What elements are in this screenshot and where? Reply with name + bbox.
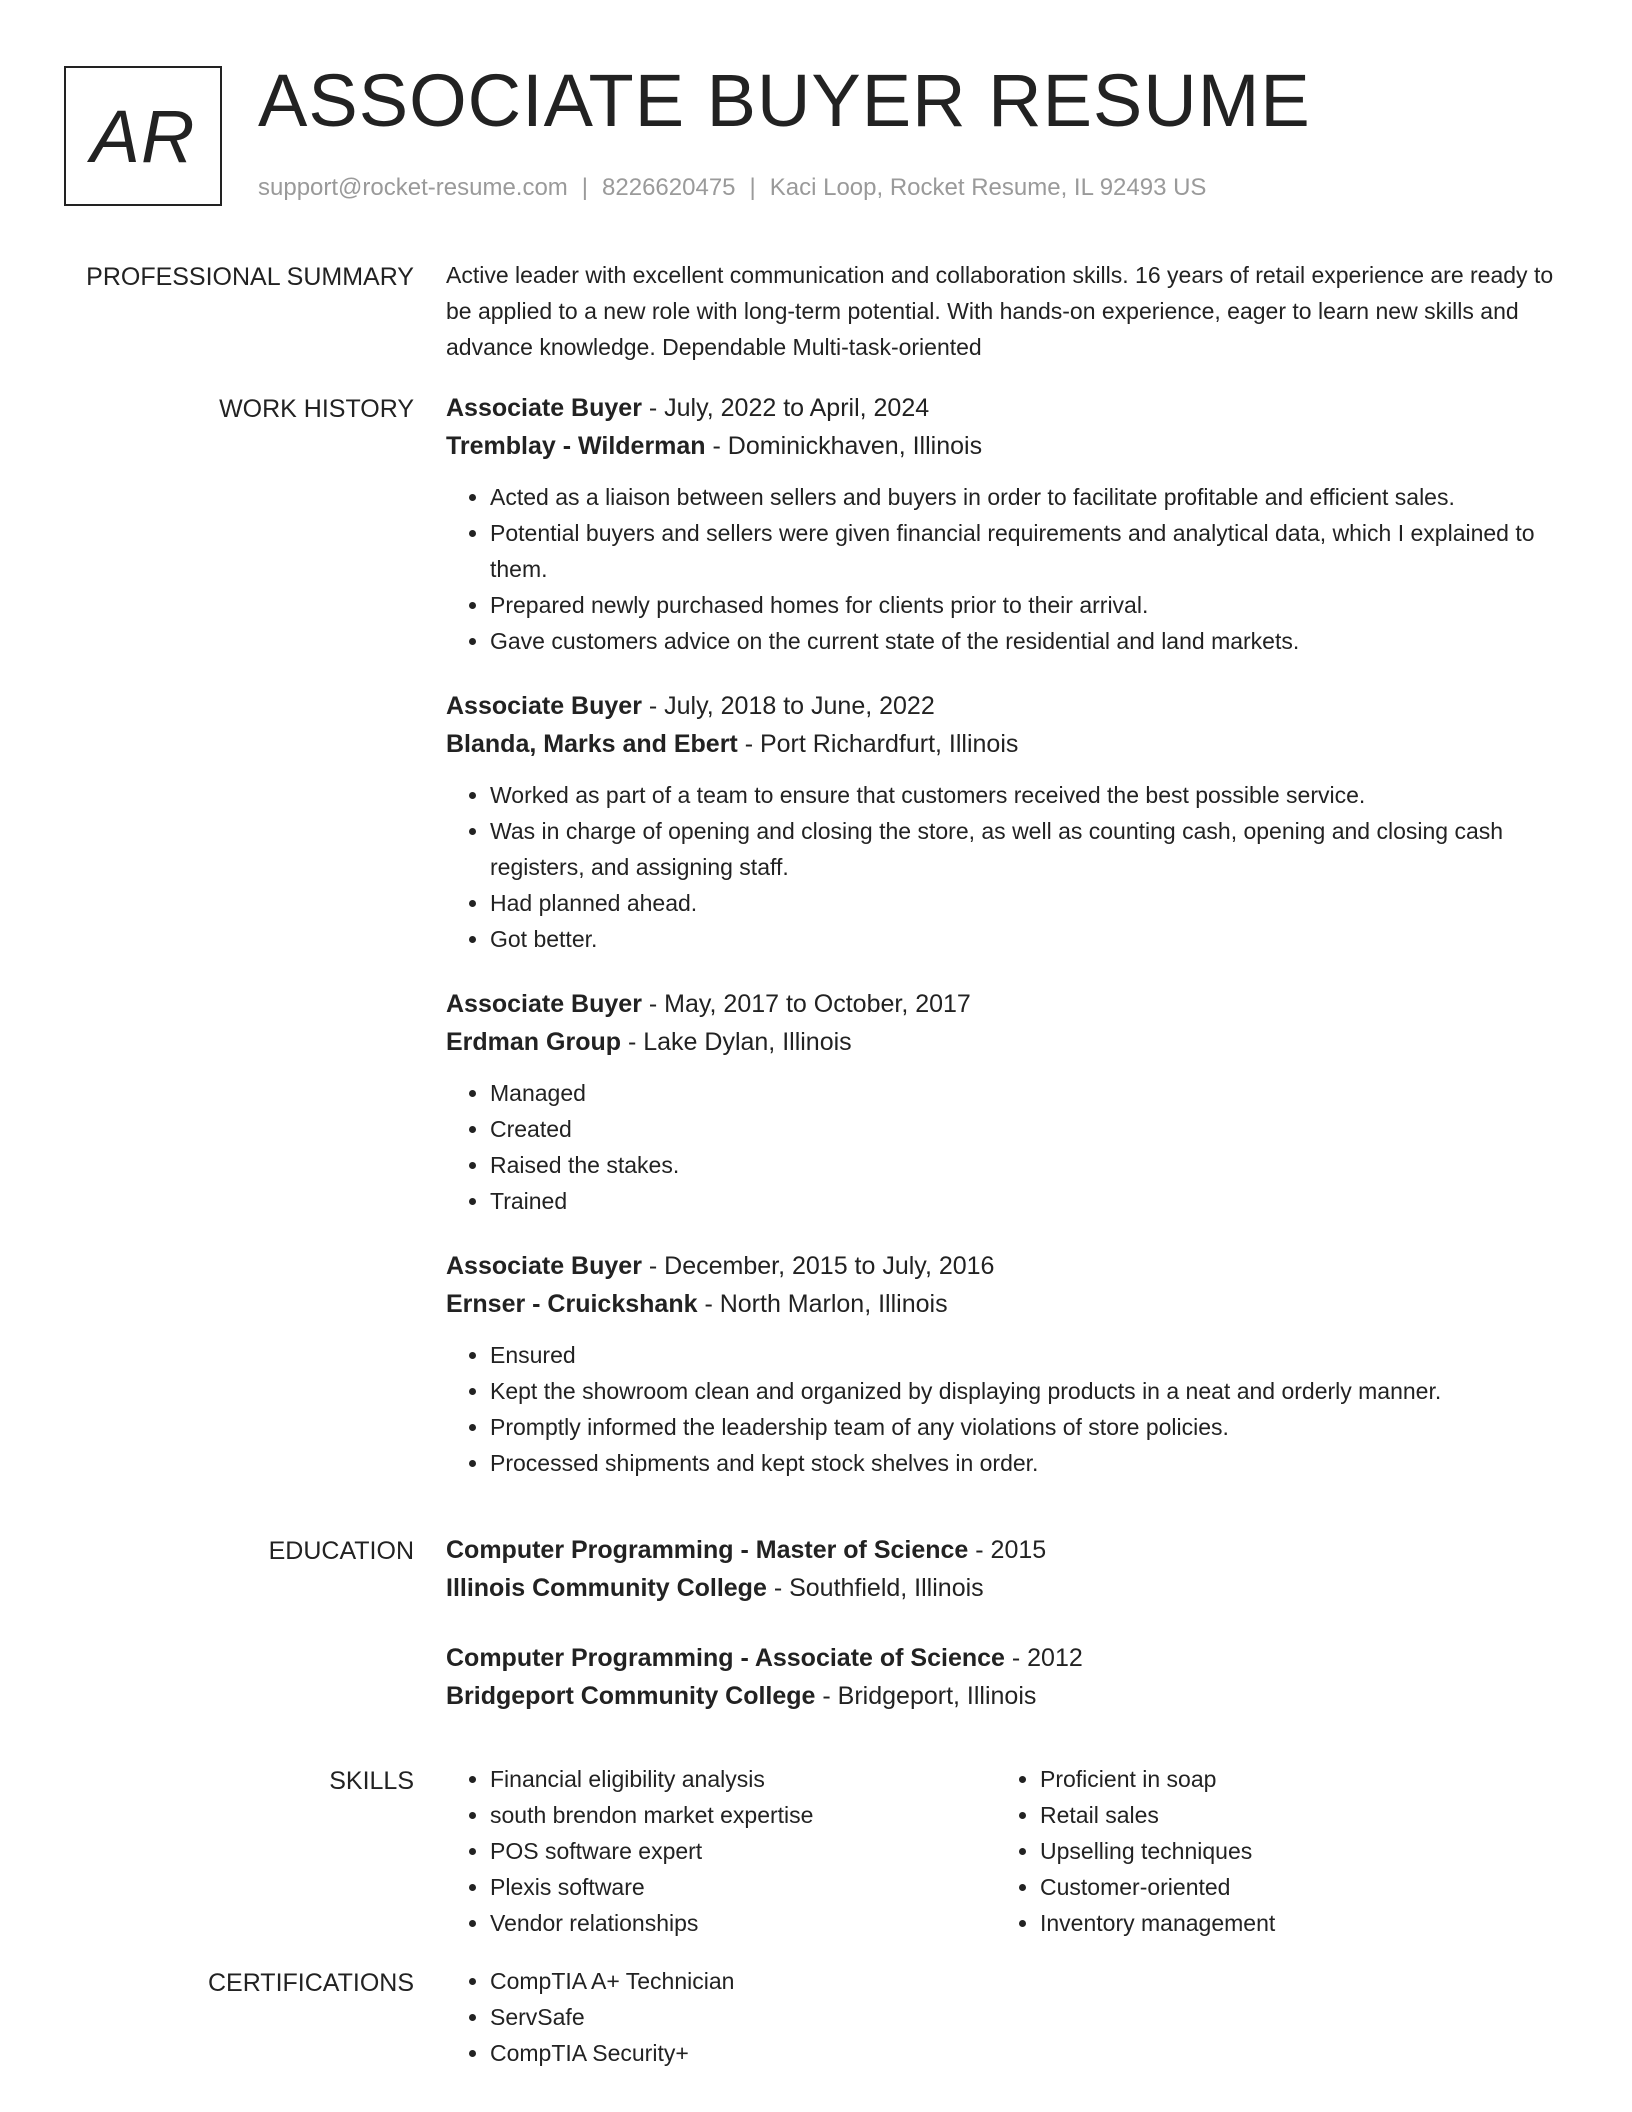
skill-item: • Customer-oriented — [1040, 1869, 1546, 1905]
section-certifications — [0, 1963, 1632, 2071]
education-year: - 2012 — [1004, 1644, 1083, 1672]
job-company-line — [446, 725, 1556, 763]
skill-item: • Financial eligibility analysis — [490, 1761, 996, 1797]
skills-column-right — [996, 1761, 1546, 1941]
job-bullet: • Trained — [490, 1183, 1556, 1219]
job-company: Tremblay - Wilderman — [446, 432, 706, 460]
skill-item: • Vendor relationships — [490, 1905, 996, 1941]
education-entry — [446, 1639, 1556, 1715]
job-location: - North Marlon, Illinois — [697, 1290, 948, 1318]
education-location: - Southfield, Illinois — [766, 1574, 984, 1602]
job-company-line — [446, 1023, 1556, 1061]
job-bullets — [446, 1075, 1556, 1219]
job-entry — [446, 687, 1556, 957]
certification-item: • CompTIA A+ Technician — [490, 1963, 1556, 1999]
skill-item: • Plexis software — [490, 1869, 996, 1905]
certification-item: • ServSafe — [490, 1999, 1556, 2035]
job-title: Associate Buyer — [446, 394, 642, 422]
education-entry — [446, 1531, 1556, 1607]
education-year: - 2015 — [968, 1536, 1047, 1564]
job-company-line — [446, 427, 1556, 465]
job-entry — [446, 1247, 1556, 1481]
jobs-list — [446, 389, 1556, 1509]
job-entry — [446, 389, 1556, 659]
education-school-line — [446, 1677, 1556, 1715]
job-company: Blanda, Marks and Ebert — [446, 730, 738, 758]
skill-item: • Upselling techniques — [1040, 1833, 1546, 1869]
education-school: Illinois Community College — [446, 1574, 767, 1602]
contact-address: Kaci Loop, Rocket Resume, IL 92493 US — [769, 174, 1207, 201]
job-bullet: • Promptly informed the leadership team of any violations of store policies. — [490, 1409, 1556, 1445]
skill-item: • Inventory management — [1040, 1905, 1546, 1941]
section-label: WORK HISTORY — [219, 395, 414, 423]
job-bullet: • Managed — [490, 1075, 1556, 1111]
job-bullet: • Processed shipments and kept stock shelves in order. — [490, 1445, 1556, 1481]
resume-title: ASSOCIATE BUYER RESUME — [258, 59, 1311, 142]
job-dates: - July, 2022 to April, 2024 — [641, 394, 930, 422]
job-title: Associate Buyer — [446, 692, 642, 720]
job-company-line — [446, 1285, 1556, 1323]
skills-column-left — [446, 1761, 996, 1941]
skills-body — [446, 1761, 1556, 1941]
job-title-line — [446, 389, 1556, 427]
skill-item: • Proficient in soap — [1040, 1761, 1546, 1797]
education-degree: Computer Programming - Master of Science — [446, 1536, 969, 1564]
job-bullet: • Prepared newly purchased homes for clients prior to their arrival. — [490, 587, 1556, 623]
section-label: PROFESSIONAL SUMMARY — [86, 263, 414, 291]
job-bullet: • Got better. — [490, 921, 1556, 957]
job-dates: - May, 2017 to October, 2017 — [641, 990, 971, 1018]
section-education — [0, 1531, 1632, 1747]
job-bullet: • Gave customers advice on the current state of the residential and land markets. — [490, 623, 1556, 659]
monogram-badge — [64, 66, 222, 206]
job-dates: - December, 2015 to July, 2016 — [641, 1252, 995, 1280]
education-degree-line — [446, 1639, 1556, 1677]
section-label: EDUCATION — [268, 1537, 414, 1565]
job-bullet: • Worked as part of a team to ensure that customers received the best possible service. — [490, 777, 1556, 813]
education-degree: Computer Programming - Associate of Science — [446, 1644, 1005, 1672]
certification-item: • CompTIA Security+ — [490, 2035, 1556, 2071]
resume-body — [0, 257, 1632, 2093]
skill-item: • Retail sales — [1040, 1797, 1546, 1833]
resume-header — [258, 56, 1578, 202]
job-dates: - July, 2018 to June, 2022 — [641, 692, 935, 720]
section-work-history — [0, 389, 1632, 1509]
job-title: Associate Buyer — [446, 990, 642, 1018]
contact-separator: | — [581, 174, 589, 201]
section-label: SKILLS — [329, 1767, 414, 1795]
job-bullet: • Was in charge of opening and closing the store, as well as counting cash, opening and closing cash registers, and assigning staff. — [490, 813, 1556, 885]
job-bullets — [446, 777, 1556, 957]
job-bullet: • Had planned ahead. — [490, 885, 1556, 921]
education-degree-line — [446, 1531, 1556, 1569]
section-label: CERTIFICATIONS — [207, 1969, 414, 1997]
skill-item: • south brendon market expertise — [490, 1797, 996, 1833]
job-bullet: • Potential buyers and sellers were given financial requirements and analytical data, which I explained to them. — [490, 515, 1556, 587]
job-location: - Port Richardfurt, Illinois — [737, 730, 1019, 758]
skill-item: • POS software expert — [490, 1833, 996, 1869]
job-company: Ernser - Cruickshank — [446, 1290, 698, 1318]
skills-grid — [446, 1761, 1556, 1941]
job-title-line — [446, 687, 1556, 725]
job-title: Associate Buyer — [446, 1252, 642, 1280]
job-bullet: • Created — [490, 1111, 1556, 1147]
job-bullet: • Acted as a liaison between sellers and buyers in order to facilitate profitable and efficient sales. — [490, 479, 1556, 515]
job-location: - Dominickhaven, Illinois — [705, 432, 983, 460]
monogram-initials: AR — [90, 94, 196, 178]
job-bullets — [446, 1337, 1556, 1481]
section-professional-summary — [0, 257, 1632, 365]
job-title-line — [446, 1247, 1556, 1285]
contact-email: support@rocket-resume.com — [258, 174, 568, 201]
job-entry — [446, 985, 1556, 1219]
job-bullet: • Raised the stakes. — [490, 1147, 1556, 1183]
contact-separator: | — [749, 174, 756, 201]
contact-phone: 8226620475 — [602, 174, 736, 201]
section-skills — [0, 1761, 1632, 1941]
job-bullets — [446, 479, 1556, 659]
job-bullet: • Ensured — [490, 1337, 1556, 1373]
certifications-body — [446, 1963, 1556, 2071]
job-bullet: • Kept the showroom clean and organized by displaying products in a neat and orderly manner. — [490, 1373, 1556, 1409]
education-list — [446, 1531, 1556, 1747]
summary-text: Active leader with excellent communication and collaboration skills. 16 years of retail experience are ready to be applied to a new role with long-term potential. With hands-on experience, eager to learn new skills and advance knowledge. Dependable Multi-task-oriented — [446, 262, 1554, 360]
education-school: Bridgeport Community College — [446, 1682, 816, 1710]
summary-body — [446, 257, 1556, 365]
job-title-line — [446, 985, 1556, 1023]
job-location: - Lake Dylan, Illinois — [621, 1028, 852, 1056]
job-company: Erdman Group — [446, 1028, 622, 1056]
contact-line — [258, 174, 1578, 202]
certifications-list — [446, 1963, 1556, 2071]
education-location: - Bridgeport, Illinois — [815, 1682, 1037, 1710]
education-school-line — [446, 1569, 1556, 1607]
